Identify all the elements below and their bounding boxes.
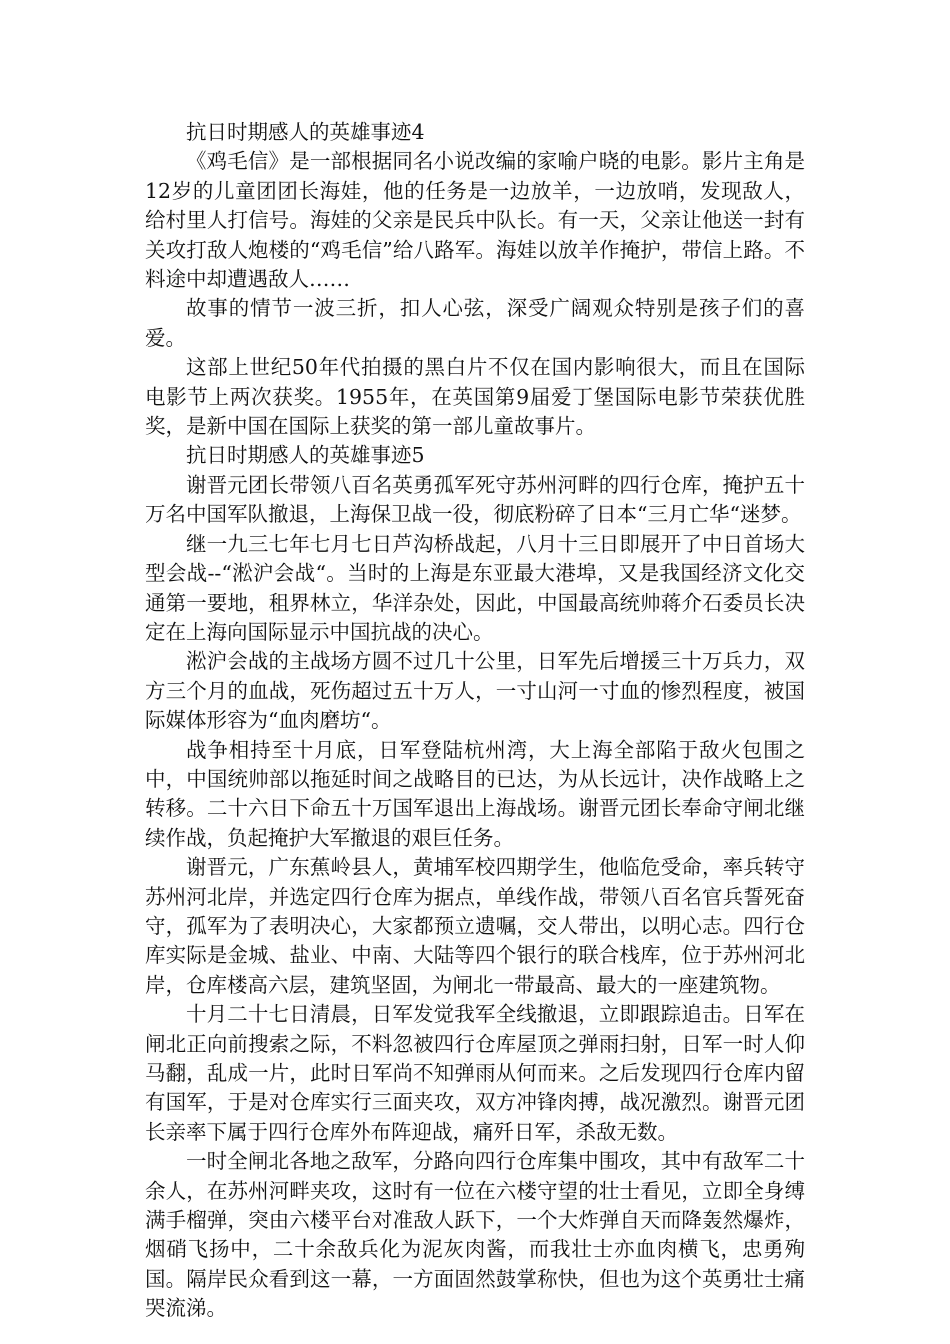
section-heading: 抗日时期感人的英雄事迹4 <box>186 120 425 144</box>
body-paragraph: 继一九三七年七月七日芦沟桥战起，八月十三日即展开了中日首场大型会战--“淞沪会战“。当时的上海是东亚最大港埠，又是我国经济文化交通第一要地，租界林立，华洋杂处，因此，中国最高统帅蒋介石委员长决定在上海向国际显示中国抗战的决心。 <box>145 531 805 644</box>
body-paragraph: 一时全闸北各地之敌军，分路向四行仓库集中围攻，其中有敌军二十余人，在苏州河畔夹攻，这时有一位在六楼守望的壮士看见，立即全身缚满手榴弹，突由六楼平台对准敌人跃下，一个大炸弹自天而降轰然爆炸，烟硝飞扬中，二十余敌兵化为泥灰肉酱，而我壮士亦血肉横飞，忠勇殉国。隔岸民众看到这一幕，一方面固然鼓掌称快，但也为这个英勇壮士痛哭流涕。 <box>145 1149 805 1321</box>
section-heading: 抗日时期感人的英雄事迹5 <box>186 443 425 468</box>
body-paragraph: 谢晋元，广东蕉岭县人，黄埔军校四期学生，他临危受命，率兵转守苏州河北岸，并选定四行仓库为据点，单线作战，带领八百名官兵誓死奋守，孤军为了表明决心，大家都预立遗嘱，交人带出，以明心志。四行仓库实际是金城、盐业、中南、大陆等四个银行的联合栈库，位于苏州河北岸，仓库楼高六层，建筑坚固，为闸北一带最高、最大的一座建筑物。 <box>145 855 805 997</box>
body-paragraph: 战争相持至十月底，日军登陆杭州湾，大上海全部陷于敌火包围之中，中国统帅部以拖延时间之战略目的已达，为从长远计，决作战略上之转移。二十六日下命五十万国军退出上海战场。谢晋元团长奉命守闸北继续作战，负起掩护大军撤退的艰巨任务。 <box>145 737 805 850</box>
body-paragraph: 这部上世纪50年代拍摄的黑白片不仅在国内影响很大，而且在国际电影节上两次获奖。1955年，在英国第9届爱丁堡国际电影节荣获优胜奖，是新中国在国际上获奖的第一部儿童故事片。 <box>145 355 805 439</box>
document-body <box>145 118 805 1324</box>
body-paragraph: 故事的情节一波三折，扣人心弦，深受广阔观众特别是孩子们的喜爱。 <box>145 296 805 350</box>
body-paragraph: 淞沪会战的主战场方圆不过几十公里，日军先后增援三十万兵力，双方三个月的血战，死伤超过五十万人，一寸山河一寸血的惨烈程度，被国际媒体形容为“血肉磨坊“。 <box>145 649 805 733</box>
body-paragraph: 《鸡毛信》是一部根据同名小说改编的家喻户晓的电影。影片主角是12岁的儿童团团长海娃，他的任务是一边放羊，一边放哨，发现敌人，给村里人打信号。海娃的父亲是民兵中队长。有一天，父亲让他送一封有关攻打敌人炮楼的“鸡毛信”给八路军。海娃以放羊作掩护，带信上路。不料途中却遭遇敌人…… <box>145 149 805 292</box>
body-paragraph: 谢晋元团长带领八百名英勇孤军死守苏州河畔的四行仓库，掩护五十万名中国军队撤退，上海保卫战一役，彻底粉碎了日本“三月亡华“迷梦。 <box>145 472 805 527</box>
body-paragraph: 十月二十七日清晨，日军发觉我军全线撤退，立即跟踪追击。日军在闸北正向前搜索之际，不料忽被四行仓库屋顶之弹雨扫射，日军一时人仰马翻，乱成一片，此时日军尚不知弹雨从何而来。之后发现四行仓库内留有国军，于是对仓库实行三面夹攻，双方冲锋肉搏，战况激烈。谢晋元团长亲率下属于四行仓库外布阵迎战，痛歼日军，杀敌无数。 <box>145 1002 805 1144</box>
